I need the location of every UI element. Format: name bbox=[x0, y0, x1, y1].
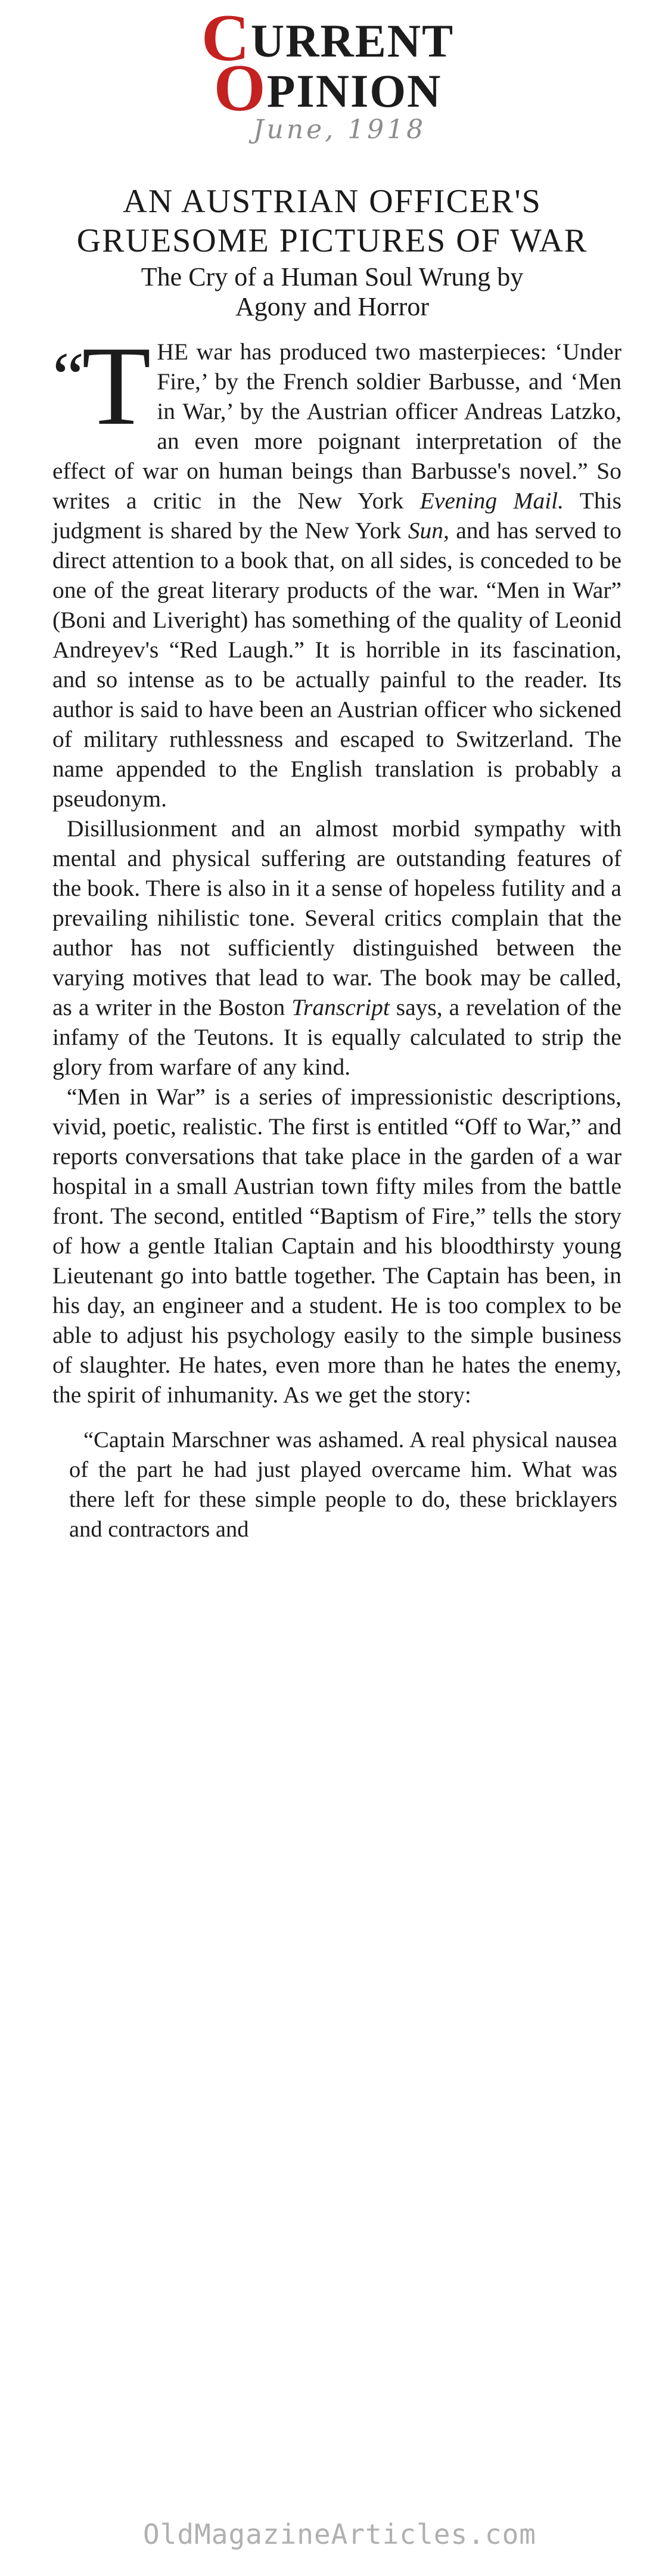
watermark: OldMagazineArticles.com bbox=[143, 2518, 536, 2550]
paragraph-3: “Men in War” is a series of impressionistic descriptions, vivid, poetic, realistic. The first is entitled “Off to War,” and reports conversations that take place in the garden of a war hospital in a small Austrian town fifty miles from the battle front. The second, entitled “Baptism of Fire,” tells the story of how a gentle Italian Captain and his bloodthirsty young Lieutenant go into battle together. The Captain has been, in his day, an engineer and a student. He is too complex to be able to adjust his psychology easily to the simple business of slaughter. He hates, even more than he hates the enemy, the spirit of inhumanity. As we get the story: bbox=[52, 1084, 621, 1408]
quote-paragraph: “Captain Marschner was ashamed. A real physical nausea of the part he had just played overcame him. What was there left for these simple people to do, these bricklayers and contractors and bbox=[69, 1427, 617, 1542]
paragraph-2: Disillusionment and an almost morbid sympathy with mental and physical suffering are outstanding features of the book. There is also in it a sense of hopeless futility and a prevailing nihilistic tone. Several critics complain that the author has not sufficiently distinguished between the varying motives that lead to war. The book may be called, as a writer in the Boston Transcript says, a revelation of the infamy of the Teutons. It is equally calculated to strip the glory from warfare of any kind. bbox=[52, 815, 621, 1080]
article-headline: AN AUSTRIAN OFFICER'S GRUESOME PICTURES OF WAR bbox=[76, 183, 588, 259]
article-body bbox=[52, 324, 621, 1544]
masthead bbox=[161, 1, 495, 125]
drop-cap: “T bbox=[52, 324, 151, 449]
article-subheadline: The Cry of a Human Soul Wrung by Agony and Horror bbox=[141, 262, 524, 321]
quoted-excerpt bbox=[69, 1425, 617, 1544]
masthead-line-opinion: OPINION bbox=[213, 51, 442, 125]
masthead-line-current: CURRENT bbox=[201, 1, 455, 75]
issue-date: June, 1918 bbox=[253, 114, 427, 145]
paragraph-1: “T HE war has produced two masterpieces: ‘Under Fire,’ by the French soldier Barbusse, and ‘Men in War,’ by the Austrian officer Andreas Latzko, an even more poignant interpretation of the effect of war on human beings than Barbusse's novel.” So writes a critic in the New York Evening Mail. This judgment is shared by the New York Sun, and has served to direct attention to a book that, on all sides, is conceded to be one of the great literary products of the war. “Men in War” (Boni and Liveright) has something of the quality of Leonid Andreyev's “Red Laugh.” It is horrible in its fascination, and so intense as to be actually painful to the reader. Its author is said to have been an Austrian officer who sickened of military ruthlessness and escaped to Switzerland. The name appended to the English translation is probably a pseudonym. bbox=[52, 324, 621, 812]
